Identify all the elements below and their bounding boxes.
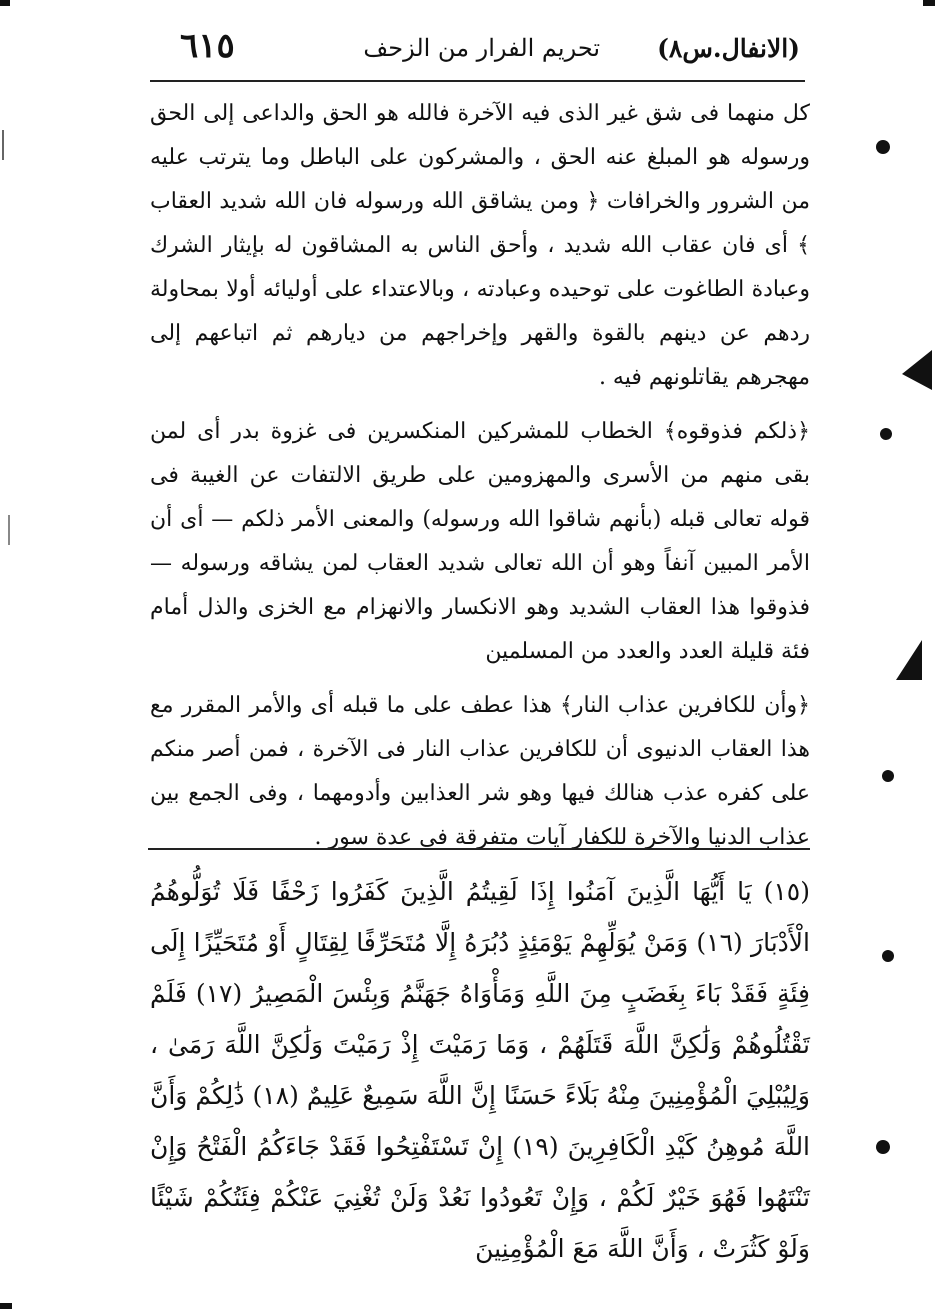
commentary-paragraph-3: ﴿وأن للكافرين عذاب النار﴾ هذا عطف على ما قبله أى والأمر المقرر مع هذا العقاب الدنيوى أن للكافرين عذاب النار فى الآخرة ، فمن أصر منكم على كفره عذب هنالك فيها وهو شر العذابين وأدومهما ، وفى الجمع بين عذاب الدنيا والآخرة للكفار آيات متفرقة فى عدة سور . (150, 693, 810, 850)
scan-speck (876, 140, 890, 154)
scan-speck (880, 428, 892, 440)
scan-corner-mark (923, 0, 935, 6)
quran-verses: (١٥) يَا أَيُّهَا الَّذِينَ آمَنُوا إِذَا لَقِيتُمُ الَّذِينَ كَفَرُوا زَحْفًا فَلَا تُوَلُّوهُمُ الْأَدْبَارَ (١٦) وَمَنْ يُوَلِّهِمْ يَوْمَئِذٍ دُبُرَهُ إِلَّا مُتَحَرِّفًا لِقِتَالٍ أَوْ مُتَحَيِّزًا إِلَى فِئَةٍ فَقَدْ بَاءَ بِغَضَبٍ مِنَ اللَّهِ وَمَأْوَاهُ جَهَنَّمُ وَبِئْسَ الْمَصِيرُ (١٧) فَلَمْ تَقْتُلُوهُمْ وَلَٰكِنَّ اللَّهَ قَتَلَهُمْ ، وَمَا رَمَيْتَ إِذْ رَمَيْتَ وَلَٰكِنَّ اللَّهَ رَمَىٰ ، وَلِيُبْلِيَ الْمُؤْمِنِينَ مِنْهُ بَلَاءً حَسَنًا إِنَّ اللَّهَ سَمِيعٌ عَلِيمٌ (١٨) ذَٰلِكُمْ وَأَنَّ اللَّهَ مُوهِنُ كَيْدِ الْكَافِرِينَ (١٩) إِنْ تَسْتَفْتِحُوا فَقَدْ جَاءَكُمُ الْفَتْحُ وَإِنْ تَنْتَهُوا فَهُوَ خَيْرٌ لَكُمْ ، وَإِنْ تَعُودُوا نَعُدْ وَلَنْ تُغْنِيَ عَنْكُمْ فِئَتُكُمْ شَيْئًا وَلَوْ كَثُرَتْ ، وَأَنَّ اللَّهَ مَعَ الْمُؤْمِنِينَ (150, 877, 811, 1263)
scan-speck (882, 770, 894, 782)
scan-speck (876, 1140, 890, 1154)
scan-speck (882, 950, 894, 962)
commentary-text (150, 92, 810, 870)
section-divider (148, 848, 810, 850)
page-header (150, 26, 800, 74)
commentary-paragraph-1: كل منهما فى شق غير الذى فيه الآخرة فالله هو الحق والداعى إلى الحق ورسوله هو المبلغ عنه الحق ، والمشركون على الباطل وما يترتب عليه من الشرور والخرافات ﴿ ومن يشاقق الله ورسوله فان الله شديد العقاب ﴾ أى فان عقاب الله شديد ، وأحق الناس به المشاقون له بإيثار الشرك وعبادة الطاغوت على توحيده وعبادته ، وبالاعتداء على أوليائه أولا بمحاولة ردهم عن دينهم بالقوة والقهر وإخراجهم من ديارهم ثم اتباعهم إلى مهجرهم يقاتلونهم فيه . (150, 101, 810, 390)
scan-edge-mark (896, 640, 922, 680)
header-rule (150, 80, 805, 82)
commentary-paragraph-2: ﴿ذلكم فذوقوه﴾ الخطاب للمشركين المنكسرين فى غزوة بدر أى لمن بقى منهم من الأسرى والمهزومين على طريق الالتفات عن الغيبة فى قوله تعالى قبله (بأنهم شاقوا الله ورسوله) والمعنى الأمر ذلكم — أى أن الأمر المبين آنفاً وهو أن الله تعالى شديد العقاب لمن يشاقه ورسوله — فذوقوا هذا العقاب الشديد وهو الانكسار والانهزام مع الخزى والذل أمام فئة قليلة العدد والعدد من المسلمين (150, 419, 810, 664)
scan-edge-mark (902, 350, 932, 390)
page-number: ٦١٥ (180, 26, 235, 66)
scan-corner-mark (0, 1303, 12, 1309)
scan-edge-line (8, 515, 10, 545)
scan-corner-mark (0, 0, 10, 6)
scan-edge-line (2, 130, 4, 160)
running-title: تحريم الفرار من الزحف (363, 34, 600, 62)
surah-reference: (الانفال.س٨) (657, 34, 800, 63)
